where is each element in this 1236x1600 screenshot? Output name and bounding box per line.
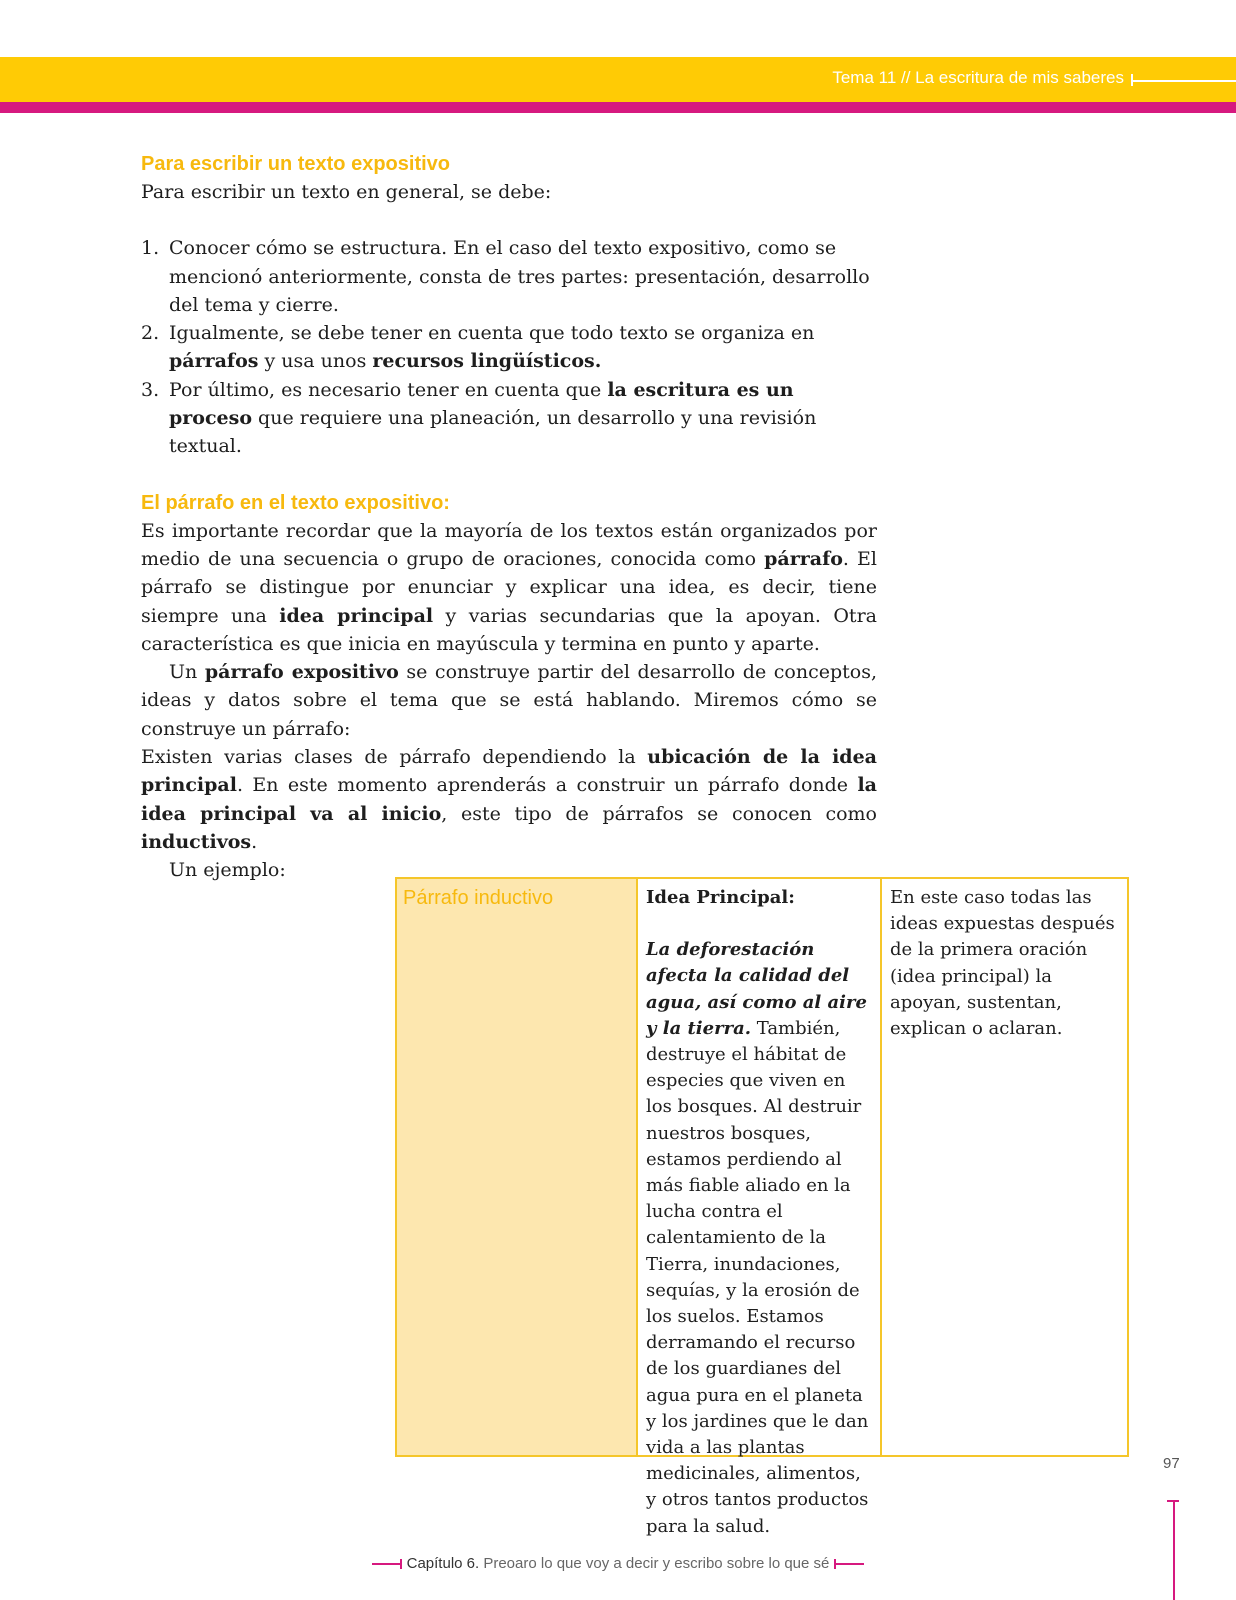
list-number: 2.: [141, 322, 160, 345]
bold-term: párrafo: [764, 547, 843, 570]
list-item-text: que requiere una planeación, un desarrollo y una revisión textual.: [169, 407, 817, 458]
bold-term: recursos lingüísticos.: [372, 350, 602, 373]
steps-list: [141, 234, 877, 460]
supporting-sentences: También, destruye el hábitat de especies que viven en los bosques. Al destruir nuestros bosques, estamos perdiendo al más fiable aliado en la lucha contra el calentamiento de la Tierra, inundaciones, sequías, y la erosión de los suelos. Estamos derramando el recurso de los guardianes del agua pura en el planeta y los jardines que le dan vida a las plantas medicinales, alimentos, y otros tantos productos para la salud.: [646, 1017, 869, 1537]
header-title: Tema 11 // La escritura de mis saberes: [832, 68, 1124, 87]
example-table: [395, 877, 1129, 1537]
list-item-text: Igualmente, se debe tener en cuenta que todo texto se organiza en: [169, 322, 815, 345]
text-run: Es importante recordar que la mayoría de los textos están organizados por medio de una secuencia o grupo de oraciones, conocida como: [141, 519, 877, 570]
section-intro: Para escribir un texto en general, se debe:: [141, 181, 552, 203]
explanation-text: En este caso todas las ideas expuestas después de la primera oración (idea principal) la apoyan, sustentan, explican o aclaran.: [890, 887, 1115, 1040]
list-item: [141, 376, 877, 461]
text-run: . El párrafo se distingue por enunciar y explicar una idea, es decir, tiene siempre una: [141, 547, 877, 627]
list-item-text: Por último, es necesario tener en cuenta que: [169, 378, 608, 401]
section-heading-expositivo: Para escribir un texto expositivo: [141, 153, 450, 175]
bold-term: ubicación de la idea principal: [141, 746, 877, 797]
footer-title: Preoaro lo que voy a decir y escribo sobre lo que sé: [479, 1555, 830, 1572]
margin-line-decoration: [1173, 1500, 1175, 1600]
bold-term: párrafos: [169, 350, 259, 373]
idea-principal-title: Idea Principal:: [646, 887, 795, 908]
list-item-text: Conocer cómo se estructura. En el caso del texto expositivo, como se mencionó anteriormente, consta de tres partes: presentación, desarrollo del tema y cierre.: [169, 237, 870, 316]
footer: [0, 1555, 1236, 1572]
paragraph: [141, 517, 877, 658]
example-intro: Un ejemplo:: [169, 859, 286, 882]
list-number: 3.: [141, 378, 160, 401]
text-run: y varias secundarias que la apoyan. Otra característica es que inicia en mayúscula y termina en punto y aparte.: [141, 604, 877, 655]
list-item-text: y usa unos: [258, 350, 373, 373]
list-number: 1.: [141, 237, 160, 260]
text-run: , este tipo de párrafos se conocen como: [441, 802, 877, 825]
example-label: Párrafo inductivo: [403, 887, 554, 909]
page-number: 97: [1163, 1455, 1180, 1472]
example-paragraph: [646, 937, 876, 1540]
example-label-cell: [397, 879, 638, 1455]
footer-line-left: [372, 1563, 400, 1565]
bold-term: la escritura es un proceso: [169, 378, 794, 430]
footer-chapter: Capítulo 6.: [406, 1555, 480, 1572]
paragraph: [141, 743, 877, 856]
idea-principal-sentence: La deforestación afecta la calidad del agua, así como al aire y la tierra.: [646, 939, 867, 1039]
bold-term: inductivos: [141, 830, 252, 853]
text-run: Existen varias clases de párrafo dependiendo la: [141, 746, 648, 769]
section-heading-parrafo: El párrafo en el texto expositivo:: [141, 491, 450, 514]
text-run: Un: [169, 661, 205, 684]
paragraph: [141, 658, 877, 743]
explanation-cell: [882, 879, 1127, 1455]
list-item: [141, 234, 877, 319]
bold-term: idea principal: [279, 604, 434, 627]
main-content: [141, 150, 877, 885]
list-item: [141, 319, 877, 376]
example-paragraph-cell: [638, 879, 882, 1537]
bold-term: párrafo expositivo: [204, 661, 399, 684]
header-magenta-band: [0, 102, 1236, 113]
text-run: se construye partir del desarrollo de conceptos, ideas y datos sobre el tema que se está hablando. Miremos cómo se construye un párrafo:: [141, 661, 877, 740]
text-run: .: [251, 830, 258, 853]
footer-line-right: [836, 1563, 864, 1565]
text-run: . En este momento aprenderás a construir un párrafo donde: [236, 774, 858, 797]
bold-term: la idea principal va al inicio: [141, 774, 877, 825]
header-line-decoration: [1133, 80, 1236, 82]
footer-tick-left: [400, 1559, 402, 1569]
